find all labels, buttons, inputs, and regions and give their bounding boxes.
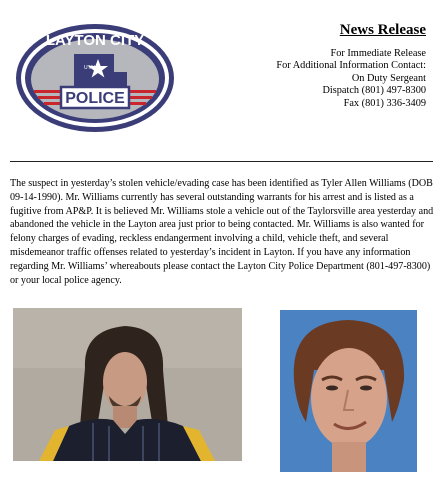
- logo-city-text: LAYTON CITY: [45, 32, 145, 49]
- logo-state-text: UTAH: [84, 65, 98, 71]
- news-release-contact: [206, 22, 426, 110]
- suspect-booking-photo: [13, 308, 242, 461]
- release-line-immediate: For Immediate Release: [330, 48, 426, 59]
- release-body-paragraph: The suspect in yesterday’s stolen vehicle/evading case has been identified as Tyler Allen Williams (DOB 09-14-1990). Mr. Williams currently has several outstanding warrants for his arrest and is listed as a fugitive from AP&P. It is believed Mr. Williams stole a vehicle out of the Taylorsville area yesterday and abandoned the vehicle in the Layton area just prior to being contacted. Mr. Williams is also wanted for felony charges of evading, reckless endangerment involving a child, vehicle theft, and several misdemeanor traffic offenses related to yesterday’s incident in Layton. If you have any information regarding Mr. Williams’ whereabouts please contact the Layton City Police Department (801-497-8300) or your local police agency.: [10, 178, 434, 286]
- news-release-heading: News Release: [339, 22, 426, 38]
- release-line-fax: Fax (801) 336-3409: [343, 97, 426, 109]
- release-line-sergeant: On Duty Sergeant: [351, 72, 426, 84]
- layton-city-police-logo: [14, 22, 176, 134]
- release-line-contact: For Additional Information Contact:: [276, 60, 426, 72]
- logo-police-text: POLICE: [65, 90, 125, 107]
- release-line-dispatch: Dispatch (801) 497-8300: [322, 85, 426, 97]
- divider-rule: [10, 161, 433, 162]
- suspect-photo: [280, 310, 417, 472]
